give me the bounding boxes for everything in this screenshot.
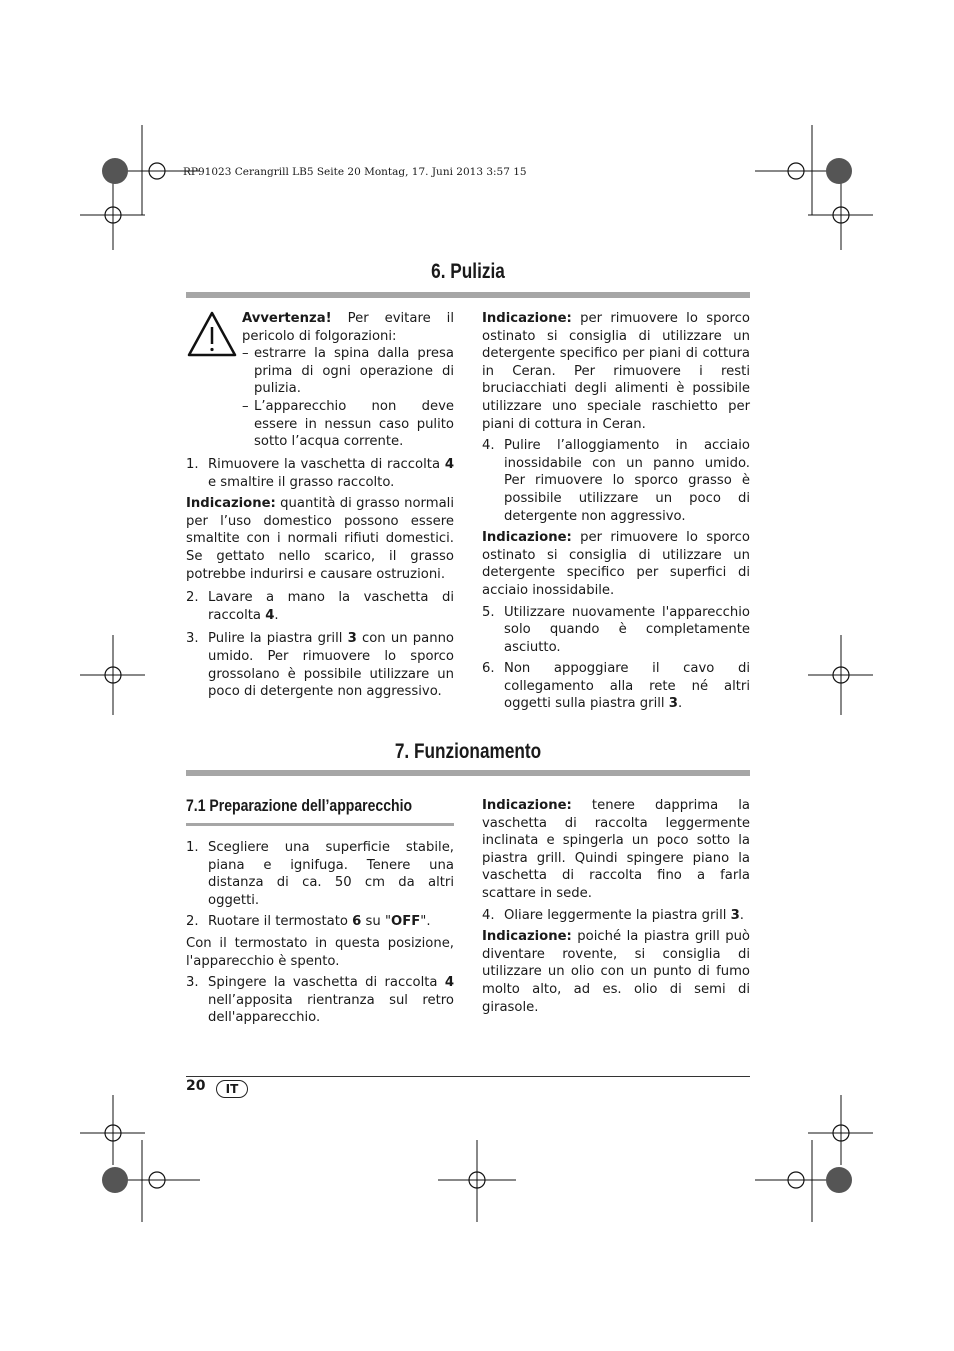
section7-right-column — [482, 797, 750, 1020]
section-rule — [186, 770, 750, 776]
note-grease: Indicazione: quantità di grasso normali per l’uso domestico possono essere smaltite con i normali rifiuti domestici. Se gettato nello scarico, il grasso potrebbe indurirsi e causare ostruzioni. — [186, 496, 454, 582]
list-item: 4. Oliare leggermente la piastra grill 3. — [482, 907, 744, 923]
subsection-rule — [186, 823, 454, 826]
warning-triangle-icon — [187, 311, 237, 357]
language-badge: IT — [216, 1080, 248, 1098]
list-item: 1. Rimuovere la vaschetta di raccolta 4 e smaltire il grasso raccolto. — [186, 457, 454, 490]
note-tray: Indicazione: tenere dapprima la vaschetta di raccolta leggermente inclinata e spingerla un poco sotto la piastra grill. Quindi spingere piano la vaschetta di raccolta fino a farla scattare in sede. — [482, 798, 750, 901]
list-item: 2. Ruotare il termostato 6 su "OFF". — [186, 914, 431, 930]
list-item: 2. Lavare a mano la vaschetta di raccolta 4. — [186, 590, 454, 623]
warning-block — [242, 310, 454, 451]
note-ceran: Indicazione: per rimuovere lo sporco ostinato si consiglia di utilizzare un detergente specifico per piani di cottura in Ceran. Per rimuovere i resti bruciacchiati degli alimenti è possibile utilizzare uno speciale raschietto per piani di cottura in Ceran. — [482, 311, 750, 432]
warning-bullet: – estrarre la spina dalla presa prima di ogni operazione di pulizia. — [242, 346, 454, 397]
list-item: 4. Pulire l’alloggiamento in acciaio inossidabile con un panno umido. Per rimuovere lo sporco grasso è possibile utilizzare un poco di detergente non aggressivo. — [482, 438, 750, 524]
warning-text: Per evitare il pericolo di folgorazioni: — [242, 311, 454, 344]
page-number: 20 — [186, 1078, 206, 1094]
warning-label: Avvertenza! — [242, 311, 332, 326]
note-thermostat: Con il termostato in questa posizione, l'apparecchio è spento. — [186, 935, 454, 969]
note-inox: Indicazione: per rimuovere lo sporco ostinato si consiglia di utilizzare un detergente specifico per superfici di acciaio inossidabile. — [482, 530, 750, 598]
section7-left-column — [186, 839, 454, 1031]
subsection-title: 7.1 Preparazione dell’apparecchio — [186, 797, 413, 815]
section-rule — [186, 292, 750, 298]
list-item: 3. Pulire la piastra grill 3 con un panno umido. Per rimuovere lo sporco grossolano è possibile utilizzare un poco di detergente non aggressivo. — [186, 631, 454, 700]
list-item: 3. Spingere la vaschetta di raccolta 4 nell’apposita rientranza sul retro dell'apparecchio. — [186, 975, 454, 1026]
note-oil: Indicazione: poiché la piastra grill può diventare rovente, si consiglia di utilizzare un olio con un punto di fumo molto alto, ad es. olio di semi di girasole. — [482, 929, 750, 1015]
list-item: 6. Non appoggiare il cavo di collegamento alla rete né altri oggetti sulla piastra grill 3. — [482, 661, 750, 712]
warning-bullet: – L’apparecchio non deve essere in nessun caso pulito sotto l’acqua corrente. — [242, 398, 454, 450]
list-item: 5. Utilizzare nuovamente l'apparecchio solo quando è completamente asciutto. — [482, 604, 750, 655]
section-title-funzionamento: 7. Funzionamento — [394, 740, 542, 763]
section6-left-column — [186, 456, 454, 705]
section-title-pulizia: 6. Pulizia — [431, 260, 505, 283]
list-item: 1. Scegliere una superficie stabile, piana e ignifuga. Tenere una distanza di ca. 50 cm da altri oggetti. — [186, 840, 454, 908]
section6-right-column — [482, 310, 750, 717]
footer-rule — [186, 1076, 750, 1077]
print-meta-line: RP91023 Cerangrill LB5 Seite 20 Montag, 17. Juni 2013 3:57 15 — [183, 166, 527, 178]
